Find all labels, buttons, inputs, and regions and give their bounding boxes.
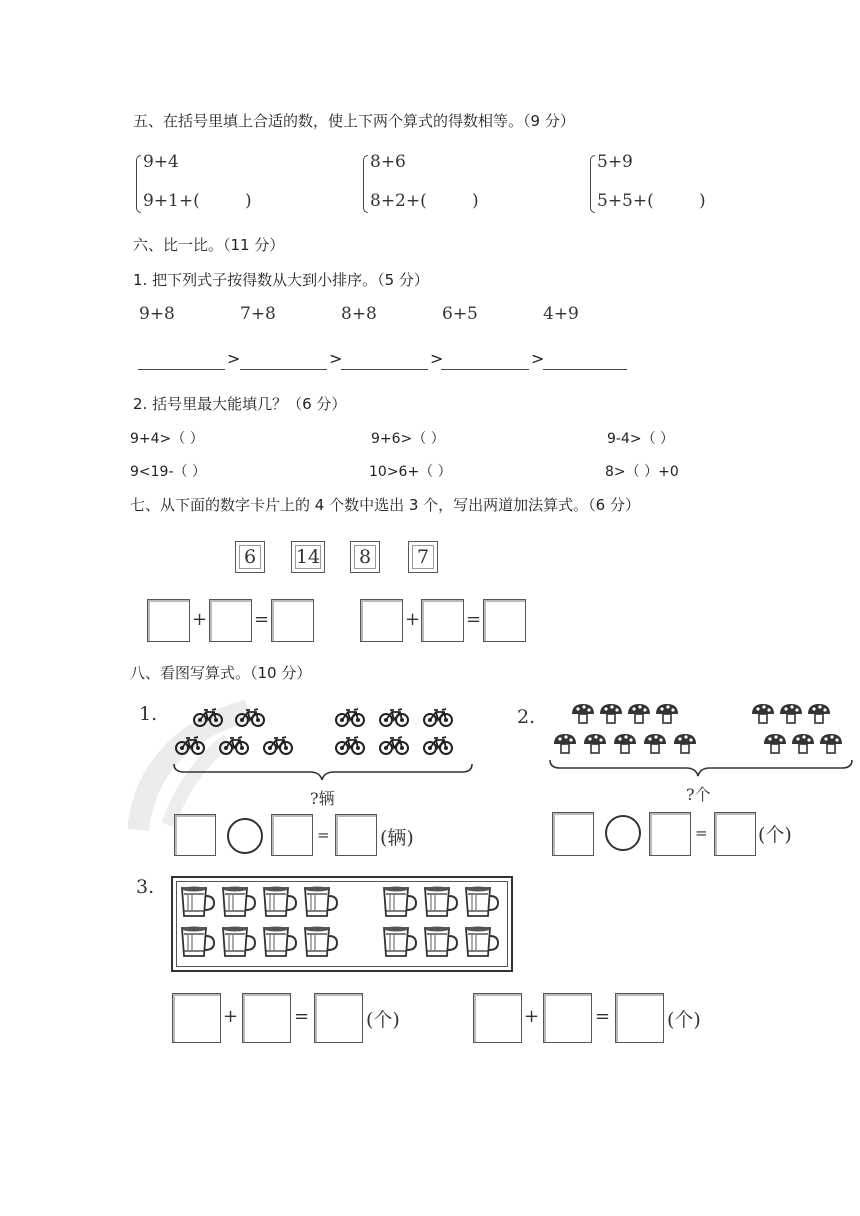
answer-blank[interactable]: [341, 369, 428, 370]
equals-sign: =: [695, 824, 708, 842]
cup-icon: [466, 887, 498, 917]
expression: 8+8: [341, 304, 377, 324]
answer-paren[interactable]: ): [472, 191, 479, 211]
brace-icon: [136, 155, 141, 213]
expression: 6+5: [442, 304, 478, 324]
inequality[interactable]: 10>6+（ ）: [369, 464, 452, 480]
mushroom-icon: [764, 734, 786, 753]
bicycle-icon: [424, 709, 452, 726]
bicycle-icon: [236, 709, 264, 726]
cup-icon: [305, 887, 337, 917]
equals-sign: =: [254, 609, 270, 630]
answer-box[interactable]: [174, 814, 216, 856]
unit-label: (个): [366, 1009, 400, 1031]
bicycle-icon: [380, 737, 408, 754]
cup-icon: [264, 927, 296, 957]
problem-number: 1.: [139, 703, 158, 725]
equals-sign: =: [466, 609, 482, 630]
answer-paren[interactable]: ): [245, 191, 252, 211]
answer-box[interactable]: [483, 599, 526, 642]
unit-label: (个): [667, 1009, 701, 1031]
equals-sign: =: [294, 1006, 310, 1027]
plus-sign: +: [192, 609, 208, 630]
mushroom-icon: [656, 704, 678, 723]
section-6-title: 六、比一比。（11 分）: [133, 236, 285, 254]
expression-bottom: 5+5+(: [597, 191, 654, 211]
problem-number: 3.: [136, 876, 155, 898]
mushroom-icon: [792, 734, 814, 753]
cup-icon: [466, 927, 498, 957]
plus-sign: +: [223, 1006, 239, 1027]
number-card: 8: [350, 541, 380, 573]
answer-box[interactable]: [473, 993, 522, 1043]
bicycle-icon: [194, 709, 222, 726]
cup-icon: [223, 887, 255, 917]
unit-label: (个): [758, 824, 792, 846]
bicycle-icon: [264, 737, 292, 754]
bicycle-icon: [336, 709, 364, 726]
answer-box[interactable]: [242, 993, 291, 1043]
answer-box[interactable]: [360, 599, 403, 642]
bicycle-icon: [176, 737, 204, 754]
cup-icon: [425, 927, 457, 957]
answer-box[interactable]: [615, 993, 664, 1043]
section-5-title: 五、在括号里填上合适的数，使上下两个算式的得数相等。（9 分）: [133, 112, 575, 130]
cup-icon: [425, 887, 457, 917]
mushroom-icon: [628, 704, 650, 723]
plus-sign: +: [524, 1006, 540, 1027]
mushroom-group: [546, 700, 856, 780]
operator-circle[interactable]: [227, 818, 263, 854]
brace-icon: [590, 155, 595, 213]
expression: 7+8: [240, 304, 276, 324]
expression-top: 8+6: [370, 152, 406, 172]
answer-box[interactable]: [271, 814, 313, 856]
answer-box[interactable]: [714, 812, 756, 856]
answer-box[interactable]: [147, 599, 190, 642]
brace-icon: [550, 760, 852, 776]
unit-label: (辆): [380, 827, 414, 849]
answer-box[interactable]: [421, 599, 464, 642]
brace-icon: [363, 155, 368, 213]
answer-blank[interactable]: [138, 369, 225, 370]
expression-bottom: 9+1+(: [143, 191, 200, 211]
bicycle-icon: [424, 737, 452, 754]
greater-than: >: [227, 349, 241, 368]
question-label: ?个: [686, 785, 711, 804]
question-6-2: 2. 括号里最大能填几？（6 分）: [133, 395, 347, 413]
answer-box[interactable]: [543, 993, 592, 1043]
cup-icon: [305, 927, 337, 957]
answer-paren[interactable]: ): [699, 191, 706, 211]
bicycle-icon: [336, 737, 364, 754]
inequality[interactable]: 8>（ ）+0: [605, 464, 679, 480]
problem-number: 2.: [517, 706, 536, 728]
mushroom-icon: [584, 734, 606, 753]
answer-box[interactable]: [335, 814, 377, 856]
brace-icon: [174, 764, 472, 780]
inequality[interactable]: 9+6>（ ）: [371, 431, 445, 447]
answer-blank[interactable]: [441, 369, 529, 370]
mushroom-icon: [820, 734, 842, 753]
answer-box[interactable]: [172, 993, 221, 1043]
cup-icon: [384, 887, 416, 917]
cup-icon: [182, 927, 214, 957]
answer-box[interactable]: [209, 599, 252, 642]
expression: 9+8: [139, 304, 175, 324]
mushroom-icon: [780, 704, 802, 723]
bicycle-group: [170, 700, 480, 780]
inequality[interactable]: 9+4>（ ）: [130, 431, 204, 447]
number-card: 7: [408, 541, 438, 573]
mushroom-icon: [644, 734, 666, 753]
question-6-1: 1. 把下列式子按得数从大到小排序。（5 分）: [133, 271, 429, 289]
mushroom-icon: [554, 734, 576, 753]
greater-than: >: [430, 349, 444, 368]
cup-icon: [182, 887, 214, 917]
inequality[interactable]: 9-4>（ ）: [607, 431, 675, 447]
mushroom-icon: [752, 704, 774, 723]
answer-box[interactable]: [314, 993, 363, 1043]
number-card: 14: [291, 541, 325, 573]
answer-box[interactable]: [552, 812, 594, 856]
answer-box[interactable]: [649, 812, 691, 856]
answer-box[interactable]: [271, 599, 314, 642]
mushroom-icon: [572, 704, 594, 723]
section-8-title: 八、看图写算式。（10 分）: [130, 664, 312, 682]
expression-bottom: 8+2+(: [370, 191, 427, 211]
expression-top: 5+9: [597, 152, 633, 172]
mushroom-icon: [808, 704, 830, 723]
answer-blank[interactable]: [543, 369, 627, 370]
mushroom-icon: [600, 704, 622, 723]
operator-circle[interactable]: [605, 815, 641, 851]
section-7-title: 七、从下面的数字卡片上的 4 个数中选出 3 个，写出两道加法算式。（6 分）: [130, 496, 640, 514]
bicycle-icon: [220, 737, 248, 754]
plus-sign: +: [405, 609, 421, 630]
expression-top: 9+4: [143, 152, 179, 172]
question-label: ?辆: [310, 789, 335, 808]
bicycle-icon: [380, 709, 408, 726]
equals-sign: =: [595, 1006, 611, 1027]
inequality[interactable]: 9<19-（ ）: [130, 464, 206, 480]
equals-sign: =: [317, 826, 330, 844]
cup-icon: [223, 927, 255, 957]
greater-than: >: [329, 349, 343, 368]
cup-icon: [264, 887, 296, 917]
cup-icon: [384, 927, 416, 957]
mushroom-icon: [614, 734, 636, 753]
expression: 4+9: [543, 304, 579, 324]
mushroom-icon: [674, 734, 696, 753]
cup-group: [171, 876, 513, 972]
answer-blank[interactable]: [240, 369, 327, 370]
greater-than: >: [531, 349, 545, 368]
number-card: 6: [235, 541, 265, 573]
